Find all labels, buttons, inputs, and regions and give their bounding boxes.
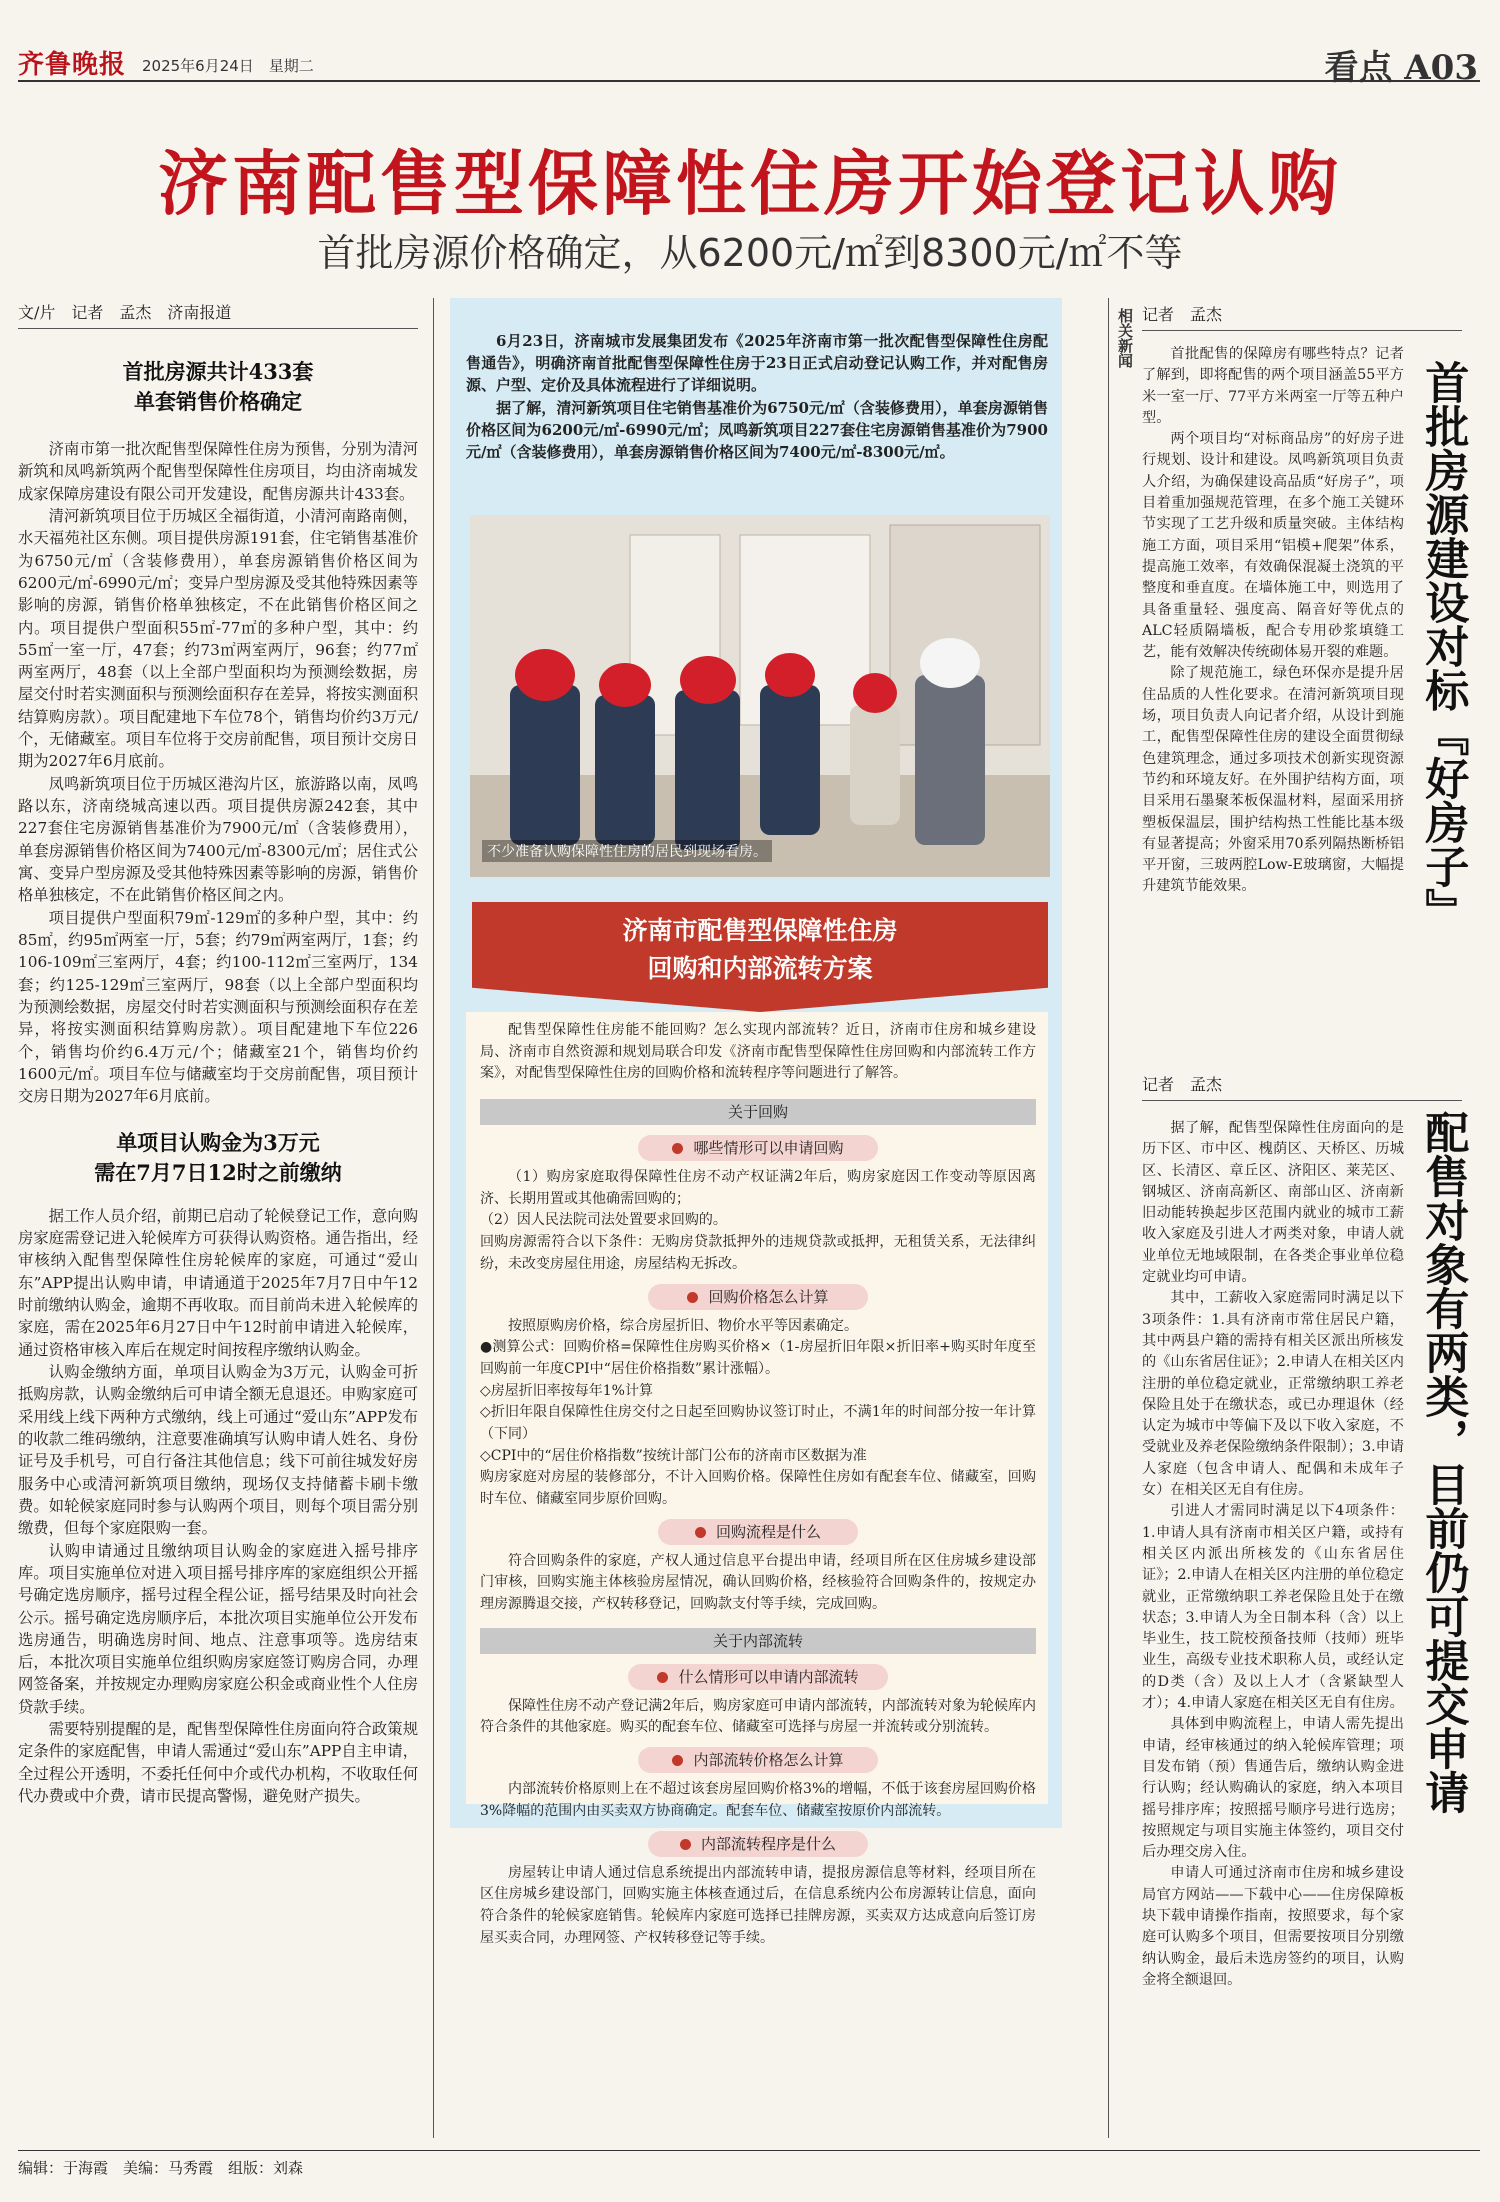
paragraph: 济南市第一批次配售型保障性住房为预售，分别为清河新筑和凤鸣新筑两个配售型保障性住房项目，均由济南城发成家保障房建设有限公司开发建设，配售房源共计433套。 xyxy=(18,439,418,503)
question-pill-4 xyxy=(628,1664,888,1690)
right-divider xyxy=(1108,298,1109,2138)
site-visit-photo xyxy=(470,515,1050,877)
right-byline-2: 记者 孟杰 xyxy=(1142,1072,1462,1101)
footer-credits: 编辑：于海霞 美编：马秀霞 组版：刘森 xyxy=(18,2150,1480,2178)
question-text-5: 内部流转价格怎么计算 xyxy=(693,1751,844,1770)
left-body-2 xyxy=(18,1205,418,1808)
answer-4: 保障性住房不动产登记满2年后，购房家庭可申请内部流转，内部流转对象为轮候库内符合条件的其他家庭。购买的配套车位、储藏室可选择与房屋一并流转或分别流转。 xyxy=(480,1697,1036,1736)
right-byline-1: 记者 孟杰 xyxy=(1142,302,1462,331)
paragraph: 其中，工薪收入家庭需同时满足以下3项条件：1.具有济南市常住居民户籍，其中两县户籍的需持有相关区派出所核发的《山东省居住证》；2.申请人在相关区内注册的单位稳定就业，正常缴纳职工养老保险且处于在缴状态，或已办理退休（经认定为城市中等偏下及以下收入家庭，不受就业及养老保险缴纳条件限制）；3.申请人家庭（包含申请人、配偶和未成年子女）在相关区无自有住房。 xyxy=(1142,1290,1404,1499)
left-subtitle-1: 首批房源共计433套 单套销售价格确定 xyxy=(122,359,314,415)
paragraph: 需要特别提醒的是，配售型保障性住房面向符合政策规定条件的家庭配售，申请人需通过“爱山东”APP自主申请，全过程公开透明，不委托任何中介或代办机构，不收取任何代办费或中介费，请市民提高警惕，避免财产损失。 xyxy=(18,1720,418,1806)
answer-2: 按照原购房价格，综合房屋折旧、物价水平等因素确定。 ●测算公式：回购价格=保障性住房购买价格×（1-房屋折旧年限×折旧率+购买时年度至回购前一年度CPI中“居住价格指数”累计涨幅）。 ◇房屋折旧率按每年1%计算 ◇折旧年限自保障性住房交付之日起至回购协议签订时止，不满1年的时间部分按一年计算（下同） ◇CPI中的“居住价格指数”按统计部门公布的济南市区数据为准 购房家庭对房屋的装修部分，不计入回购价格。保障性住房如有配套车位、储藏室，回购时车位、储藏室同步原价回购。 xyxy=(480,1317,1036,1507)
plan-intro: 配售型保障性住房能不能回购？怎么实现内部流转？近日，济南市住房和城乡建设局、济南市自然资源和规划局联合印发《济南市配售型保障性住房回购和内部流转工作方案》，对配售型保障性住房的回购价格和流转程序等问题进行了解答。 xyxy=(480,1022,1036,1082)
bullet-icon xyxy=(657,1672,668,1683)
question-text-6: 内部流转程序是什么 xyxy=(700,1834,836,1853)
right-body-1-wrap xyxy=(1142,344,1404,898)
bullet-icon xyxy=(687,1292,698,1303)
bullet-icon xyxy=(672,1143,683,1154)
related-news-label: 相关新闻 xyxy=(1116,308,1134,368)
question-pill-1 xyxy=(638,1135,878,1161)
paragraph: 申请人可通过济南市住房和城乡建设局官方网站——下载中心——住房保障板块下载申请操作指南，按照要求，每个家庭可认购多个项目，但需要按项目分别缴纳认购金，最后未选房签约的项目，认购金将全额退回。 xyxy=(1142,1865,1404,1988)
left-body-1 xyxy=(18,438,418,1108)
main-headline: 济南配售型保障性住房开始登记认购 xyxy=(158,142,1342,225)
question-pill-2 xyxy=(648,1284,868,1310)
plan-banner-title: 济南市配售型保障性住房 回购和内部流转方案 xyxy=(622,916,898,983)
left-subtitle-2: 单项目认购金为3万元 需在7月7日12时之前缴纳 xyxy=(94,1129,342,1186)
paragraph: 认购申请通过且缴纳项目认购金的家庭进入摇号排序库。项目实施单位对进入项目摇号排序库的家庭组织公开摇号确定选房顺序，摇号过程全程公证，摇号结果及时向社会公示。摇号确定选房顺序后，本批次项目实施单位公开发布选房通告，明确选房时间、地点、注意事项等。选房结束后，本批次项目实施单位组织购房家庭签订购房合同，办理网签备案，并按规定办理购房家庭公积金或商业性个人住房贷款手续。 xyxy=(18,1541,418,1716)
paragraph: 清河新筑项目位于历城区全福街道，小清河南路南侧，水天福苑社区东侧。项目提供房源191套，住宅销售基准价为6750元/㎡（含装修费用），单套房源销售价格区间为6200元/㎡-6990元/㎡；变异户型房源及受其他特殊因素等影响的房源，销售价格单独核定，不在此销售价格区间之内。项目提供户型面积55㎡-77㎡的多种户型，其中：约55㎡一室一厅，47套；约73㎡两室两厅，96套；约77㎡两室两厅，48套（以上全部户型面积均为预测绘数据，房屋交付时若实测面积与预测绘面积存在差异，将按实测面积结算购房款）。项目配建地下车位78个，销售均价约3万元/个，无储藏室。项目车位将于交房前配售，项目预计交房日期为2027年6月底前。 xyxy=(18,506,418,771)
paragraph: 首批配售的保障房有哪些特点？记者了解到，即将配售的两个项目涵盖55平方米一室一厅、77平方米两室一厅等五种户型。 xyxy=(1142,346,1404,426)
paragraph: 两个项目均“对标商品房”的好房子进行规划、设计和建设。凤鸣新筑项目负责人介绍，为确保建设高品质“好房子”，项目着重加强规范管理，在多个施工关键环节实现了工艺升级和质量突破。主体结构施工方面，项目采用“铝模+爬架”体系，提高施工效率，有效确保混凝土浇筑的平整度和垂直度。在墙体施工中，则选用了具备重量轻、强度高、隔音好等优点的ALC轻质隔墙板，配合专用砂浆填缝工艺，能有效解决传统砌体易开裂的难题。 xyxy=(1142,431,1404,661)
answer-6: 房屋转让申请人通过信息系统提出内部流转申请，提报房源信息等材料，经项目所在区住房城乡建设部门，回购实施主体核查通过后，在信息系统内公布房源转让信息，面向符合条件的轮候家庭销售。轮候库内家庭可选择已挂牌房源，买卖双方达成意向后签订房屋买卖合同，办理网签、产权转移登记等手续。 xyxy=(480,1864,1036,1946)
section-bar-transfer: 关于内部流转 xyxy=(480,1628,1036,1654)
plan-content xyxy=(480,1020,1036,1949)
answer-1: （1）购房家庭取得保障性住房不动产权证满2年后，购房家庭因工作变动等原因离济、长期用置或其他确需回购的； （2）因人民法院司法处置要求回购的。 回购房源需符合以下条件：无购房贷款抵押外的违规贷款或抵押，无租赁关系，无法律纠纷，未改变房屋住用途，房屋结构无拆改。 xyxy=(480,1169,1036,1272)
question-pill-5 xyxy=(638,1747,878,1773)
left-column xyxy=(18,300,418,1807)
paragraph: 项目提供户型面积79㎡-129㎡的多种户型，其中：约85㎡，约95㎡两室一厅，5套；约79㎡两室两厅，1套；约106-109㎡三室两厅，4套；约100-112㎡三室两厅，134套；约125-129㎡三室两厅，98套（以上全部户型面积均为预测绘数据，房屋交付时若实测面积与预测绘面积存在差异，将按实测面积结算购房款）。项目配建地下车位226个，销售均价约6.4万元/个；储藏室21个，销售均价约1600元/㎡。项目车位与储藏室均于交房前配售，项目预计交房日期为2027年6月底前。 xyxy=(18,908,418,1106)
bullet-icon xyxy=(672,1755,683,1766)
right-headline-1: 首批房源建设对标『好房子』 xyxy=(1417,360,1469,932)
right-headline-2: 配售对象有两类，目前仍可提交申请 xyxy=(1417,1110,1469,1814)
paragraph: 除了规范施工，绿色环保亦是提升居住品质的人性化要求。在清河新筑项目现场，项目负责人向记者介绍，从设计到施工，配售型保障性住房的建设全面贯彻绿色建筑理念，通过多项技术创新实现资源节约和环境友好。在外围护结构方面，项目采用石墨聚苯板保温材料，屋面采用挤塑板保温层，围护结构热工性能比基本级有显著提高；外窗采用70系列隔热断桥铝平开窗，三玻两腔Low-E玻璃窗，大幅提升建筑节能效果。 xyxy=(1142,665,1404,895)
paragraph: 据工作人员介绍，前期已启动了轮候登记工作，意向购房家庭需登记进入轮候库方可获得认购资格。通告指出，经审核纳入配售型保障性住房轮候库的家庭，可通过“爱山东”APP提出认购申请，申请通道于2025年7月7日中午12时前缴纳认购金，逾期不再收取。而目前尚未进入轮候库的家庭，需在2025年6月27日中午12时前申请进入轮候库，通过资格审核入库后在规定时间按程序缴纳认购金。 xyxy=(18,1206,418,1359)
answer-5: 内部流转价格原则上在不超过该套房屋回购价格3%的增幅，不低于该套房屋回购价格3%降幅的范围内由买卖双方协商确定。配套车位、储藏室按原价内部流转。 xyxy=(480,1781,1036,1819)
question-pill-3 xyxy=(658,1519,858,1545)
paragraph: 据了解，配售型保障性住房面向的是历下区、市中区、槐荫区、天桥区、历城区、长清区、章丘区、济阳区、莱芜区、钢城区、济南高新区、南部山区、济南新旧动能转换起步区范围内就业的城市工薪收入家庭及引进人才两类对象，申请人就业单位无地域限制，在各类企事业单位稳定就业均可申请。 xyxy=(1142,1120,1404,1286)
column-divider xyxy=(433,298,434,2138)
right-body-2 xyxy=(1142,1118,1404,1991)
paragraph: 认购金缴纳方面，单项目认购金为3万元，认购金可折抵购房款，认购金缴纳后可申请全额无息退还。申购家庭可采用线上线下两种方式缴纳，线上可通过“爱山东”APP发布的收款二维码缴纳，注意要准确填写认购申请人姓名、身份证号及手机号，可自行备注其他信息；线下可前往城发好房服务中心或清河新筑项目缴纳，现场仅支持储蓄卡刷卡缴费。如轮候家庭同时参与认购两个项目，则每个项目需分别缴费，但每个家庭限购一套。 xyxy=(18,1362,418,1538)
center-lead: 6月23日，济南城市发展集团发布《2025年济南市第一批次配售型保障性住房配售通告》，明确济南首批配售型保障性住房于23日正式启动登记认购工作，并对配售房源、户型、定价及具体流程进行了详细说明。 据了解，清河新筑项目住宅销售基准价为6750元/㎡（含装修费用），单套房源销售价格区间为6200元/㎡-6990元/㎡；凤鸣新筑项目227套住宅房源销售基准价为7900元/㎡（含装修费用），单套房源销售价格区间为7400元/㎡-8300元/㎡。 xyxy=(466,332,1048,461)
photo-caption: 不少准备认购保障性住房的居民到现场看房。 xyxy=(482,840,772,862)
paragraph: 具体到申购流程上，申请人需先提出申请，经审核通过的纳入轮候库管理；项目发布销（预）售通告后，缴纳认购金进行认购；经认购确认的家庭，纳入本项目摇号排序库；按照摇号顺序号进行选房；按照规定与项目实施主体签约，项目交付后办理交房入住。 xyxy=(1142,1716,1404,1861)
section-bar-buyback: 关于回购 xyxy=(480,1099,1036,1125)
question-pill-6 xyxy=(648,1831,868,1857)
newspaper-logo: 齐鲁晚报 xyxy=(18,50,127,80)
question-text-3: 回购流程是什么 xyxy=(715,1522,821,1541)
left-byline: 文/片 记者 孟杰 济南报道 xyxy=(18,300,418,329)
sub-headline: 首批房源价格确定，从6200元/㎡到8300元/㎡不等 xyxy=(317,231,1183,275)
question-text-1: 哪些情形可以申请回购 xyxy=(693,1139,844,1158)
photo-illustration xyxy=(470,515,1050,877)
question-text-4: 什么情形可以申请内部流转 xyxy=(678,1667,859,1686)
right-body-2-wrap xyxy=(1142,1118,1404,1991)
paragraph: 引进人才需同时满足以下4项条件：1.申请人具有济南市相关区户籍，或持有相关区内派出所核发的《山东省居住证》；2.申请人在相关区内注册的单位稳定就业，正常缴纳职工养老保险且处于在缴状态；3.申请人为全日制本科（含）以上毕业生，技工院校预备技师（技师）班毕业生，高级专业技术职称人员，或经认定的D类（含）及以上人才（含紧缺型人才）；4.申请人家庭在相关区无自有住房。 xyxy=(1142,1503,1404,1712)
right-body-1 xyxy=(1142,344,1404,898)
bullet-icon xyxy=(680,1839,691,1850)
issue-date: 2025年6月24日 星期二 xyxy=(142,57,314,75)
section-label: 看点 A03 xyxy=(1324,48,1478,88)
paragraph: 凤鸣新筑项目位于历城区港沟片区，旅游路以南，凤鸣路以东，济南绕城高速以西。项目提供房源242套，其中227套住宅房源销售基准价为7900元/㎡（含装修费用），单套房源销售价格区间为7400元/㎡-8300元/㎡；居住式公寓、变异户型房源及受其他特殊因素等影响的房源，销售价格单独核定，不在此销售价格区间之内。 xyxy=(18,774,418,905)
answer-3: 符合回购条件的家庭，产权人通过信息平台提出申请，经项目所在区住房城乡建设部门审核，回购实施主体核验房屋情况，确认回购价格，经核验符合回购条件的，按规定办理房源腾退交接，产权转移登记，回购款支付等手续，完成回购。 xyxy=(480,1552,1036,1613)
bullet-icon xyxy=(695,1527,706,1538)
question-text-2: 回购价格怎么计算 xyxy=(708,1287,829,1306)
